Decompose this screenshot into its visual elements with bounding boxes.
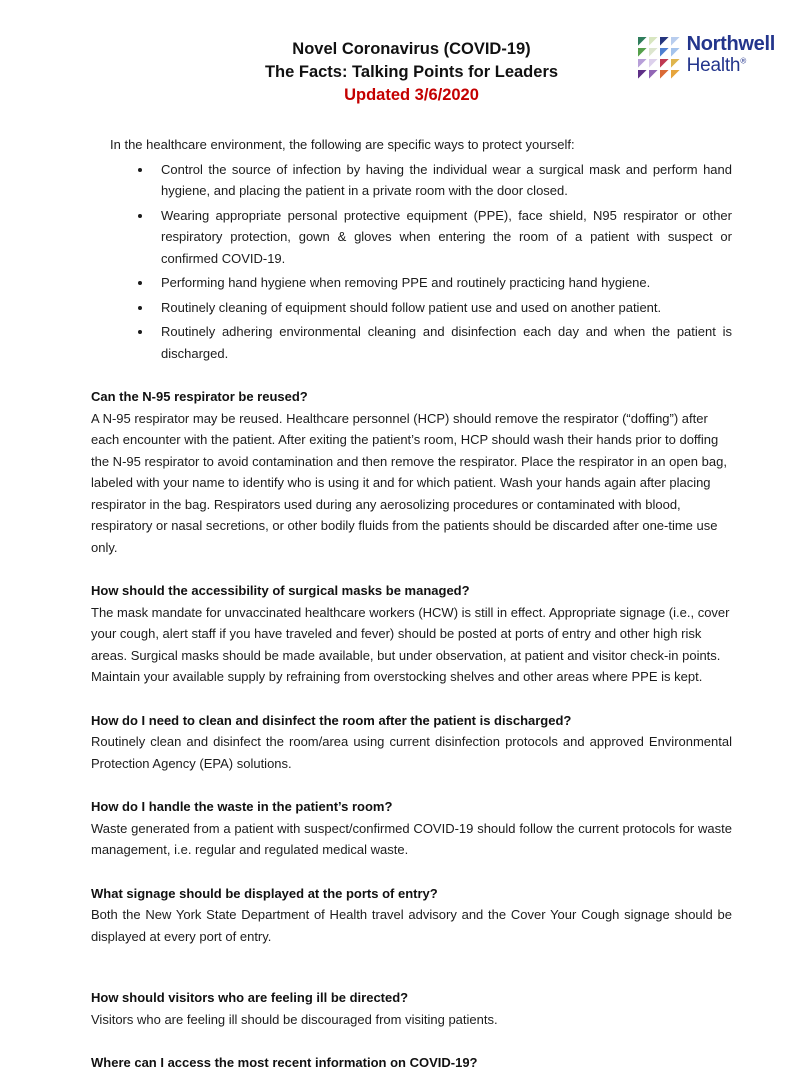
section-waste-handling [91, 796, 732, 861]
section-heading: How do I handle the waste in the patient’s room? [91, 799, 393, 814]
logo-tile [638, 59, 647, 68]
logo-tile [638, 70, 647, 79]
section-heading: Where can I access the most recent information on COVID-19? [91, 1055, 478, 1070]
section-paragraph: Visitors who are feeling ill should be discouraged from visiting patients. [91, 1011, 498, 1027]
logo-tile [660, 70, 669, 79]
title-line-2: The Facts: Talking Points for Leaders [264, 63, 559, 81]
bullet-item: • Routinely adhering environmental cleaning and disinfection each day and when the patient is discharged. [153, 321, 732, 364]
logo-word-health: Health® [686, 55, 747, 76]
section-paragraph: The mask mandate for unvaccinated healthcare workers (HCW) is still in effect. Appropriate signage (i.e., cover your cough, alert staff if you have traveled and fever) should be posted at ports of entry and other high risk areas. Surgical masks should be made available, but under observation, at patient and visitor check-in points. Maintain your available supply by refraining from overstocking shelves and other areas where PPE is kept. [91, 604, 730, 684]
northwell-health-logo [638, 34, 775, 79]
section-heading: How should visitors who are feeling ill be directed? [91, 990, 409, 1005]
bullet-list [91, 159, 732, 365]
section-paragraph: A N-95 respirator may be reused. Healthcare personnel (HCP) should remove the respirator (“doffing”) after each encounter with the patient. After exiting the patient’s room, HCP should wash their hands prior to doffing the N-95 respirator to avoid contamination and then remove the respirator. Place the respirator in an open bag, labeled with your name to identify who is using it and for which patient. Wash your hands again after placing respirator in the bag. Respirators used during any aerosolizing procedures or contaminated with blood, respiratory or nasal secretions, or other bodily fluids from the patients should be discarded after one-time use only. [91, 410, 727, 555]
section-surgical-masks [91, 580, 732, 688]
logo-tile [671, 70, 680, 79]
logo-tile [671, 59, 680, 68]
logo-tile [649, 37, 658, 46]
logo-word-northwell: Northwell [686, 33, 775, 55]
section-paragraph: Both the New York State Department of Health travel advisory and the Cover Your Cough signage should be displayed at every port of entry. [91, 907, 732, 944]
bullet-item: • Routinely cleaning of equipment should follow patient use and used on another patient. [153, 297, 732, 319]
logo-mosaic-icon [638, 37, 680, 79]
registered-mark: ® [740, 56, 747, 66]
logo-tile [638, 37, 647, 46]
bullet-item: • Performing hand hygiene when removing PPE and routinely practicing hand hygiene. [153, 272, 732, 294]
document-title [91, 38, 732, 107]
logo-tile [649, 59, 658, 68]
section-ill-visitors [91, 987, 732, 1030]
logo-tile [660, 59, 669, 68]
logo-wordmark [687, 34, 775, 75]
logo-tile [649, 48, 658, 57]
intro-paragraph: In the healthcare environment, the following are specific ways to protect yourself: [110, 137, 575, 152]
section-paragraph: Routinely clean and disinfect the room/area using current disinfection protocols and approved Environmental Protection Agency (EPA) solutions. [91, 734, 732, 771]
logo-tile [638, 48, 647, 57]
logo-tile [649, 70, 658, 79]
section-heading: Can the N-95 respirator be reused? [91, 389, 308, 404]
section-clean-disinfect [91, 710, 732, 775]
logo-tile [660, 48, 669, 57]
logo-tile [671, 48, 680, 57]
section-paragraph: Waste generated from a patient with suspect/confirmed COVID-19 should follow the current protocols for waste management, i.e. regular and regulated medical waste. [91, 820, 732, 857]
section-n95-reuse [91, 386, 732, 558]
section-heading: How do I need to clean and disinfect the room after the patient is discharged? [91, 712, 572, 728]
section-signage [91, 883, 732, 948]
section-heading: How should the accessibility of surgical masks be managed? [91, 583, 470, 598]
logo-tile [671, 37, 680, 46]
section-recent-information [91, 1052, 732, 1074]
bullet-item: • Wearing appropriate personal protective equipment (PPE), face shield, N95 respirator or other respiratory protection, gown & gloves when entering the room of a patient with suspect or confirmed COVID-19. [153, 205, 732, 270]
section-heading: What signage should be displayed at the ports of entry? [91, 885, 438, 901]
document-body [91, 134, 732, 1074]
title-line-1: Novel Coronavirus (COVID-19) [292, 40, 531, 58]
updated-date: Updated 3/6/2020 [344, 86, 479, 104]
bullet-item: • Control the source of infection by having the individual wear a surgical mask and perform hand hygiene, and placing the patient in a private room with the door closed. [153, 159, 732, 202]
logo-tile [660, 37, 669, 46]
